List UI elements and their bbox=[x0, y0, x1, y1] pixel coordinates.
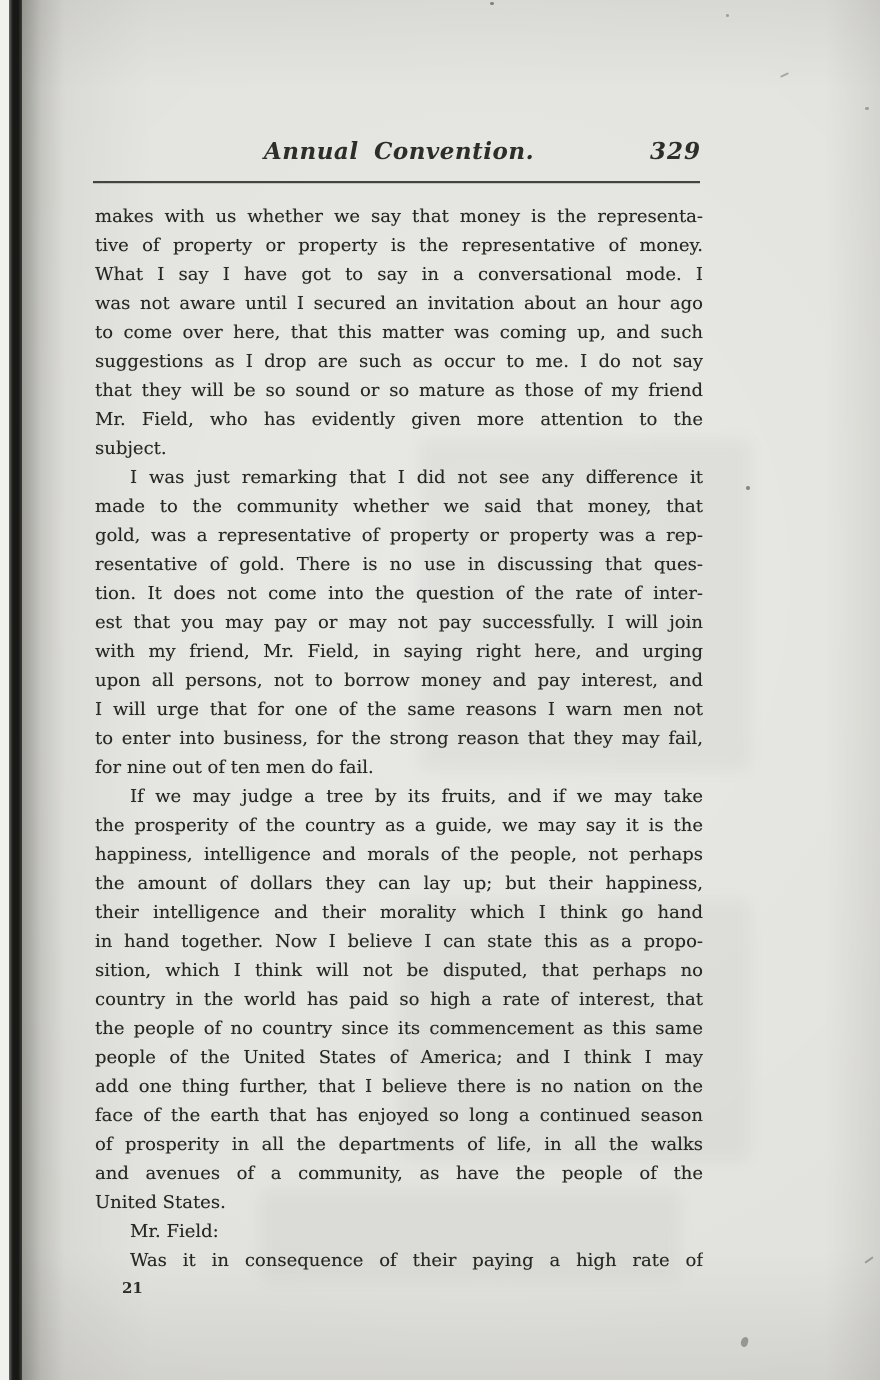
text-line: sition, which I think will not be disputed, that perhaps no bbox=[95, 960, 703, 981]
text-line: to come over here, that this matter was coming up, and such bbox=[95, 322, 703, 343]
text-line: with my friend, Mr. Field, in saying right here, and urging bbox=[95, 641, 703, 662]
signature-number: 21 bbox=[122, 1279, 143, 1297]
text-line: made to the community whether we said that money, that bbox=[95, 496, 703, 517]
text-line: United States. bbox=[95, 1192, 226, 1213]
text-line: subject. bbox=[95, 438, 167, 459]
ink-speck bbox=[490, 2, 494, 5]
text-line: people of the United States of America; and I think I may bbox=[95, 1047, 703, 1068]
text-line: If we may judge a tree by its fruits, and if we may take bbox=[130, 786, 703, 807]
text-line: tive of property or property is the representative of money. bbox=[95, 235, 703, 256]
text-line: the prosperity of the country as a guide, we may say it is the bbox=[95, 815, 703, 836]
text-line: for nine out of ten men do fail. bbox=[95, 757, 374, 778]
text-line: happiness, intelligence and morals of the people, not perhaps bbox=[95, 844, 703, 865]
page-body bbox=[95, 202, 703, 1275]
text-line: add one thing further, that I believe there is no nation on the bbox=[95, 1076, 703, 1097]
header-rule bbox=[93, 181, 700, 183]
text-line: in hand together. Now I believe I can state this as a propo- bbox=[95, 931, 703, 952]
text-line: makes with us whether we say that money is the representa- bbox=[95, 206, 703, 227]
text-line: the amount of dollars they can lay up; but their happiness, bbox=[95, 873, 703, 894]
text-line: and avenues of a community, as have the people of the bbox=[95, 1163, 703, 1184]
text-line: What I say I have got to say in a conversational mode. I bbox=[95, 264, 703, 285]
text-line: Was it in consequence of their paying a high rate of bbox=[130, 1250, 703, 1271]
gutter-shadow bbox=[22, 0, 64, 1380]
text-line: I was just remarking that I did not see any difference it bbox=[130, 467, 703, 488]
text-line: that they will be so sound or so mature as those of my friend bbox=[95, 380, 703, 401]
scan-margin-strip bbox=[0, 0, 9, 1380]
text-line: of prosperity in all the departments of life, in all the walks bbox=[95, 1134, 703, 1155]
ink-speck bbox=[865, 107, 869, 110]
text-line: est that you may pay or may not pay successfully. I will join bbox=[95, 612, 703, 633]
text-line: to enter into business, for the strong reason that they may fail, bbox=[95, 728, 703, 749]
ink-speck bbox=[726, 14, 729, 17]
text-line: Mr. Field, who has evidently given more attention to the bbox=[95, 409, 703, 430]
text-line: gold, was a representative of property or property was a rep- bbox=[95, 525, 703, 546]
ink-speck bbox=[746, 486, 750, 490]
text-line: the people of no country since its commencement as this same bbox=[95, 1018, 703, 1039]
text-line: Mr. Field: bbox=[130, 1221, 219, 1242]
page-number: 329 bbox=[649, 138, 701, 165]
text-line: face of the earth that has enjoyed so long a continued season bbox=[95, 1105, 703, 1126]
text-line: tion. It does not come into the question of the rate of inter- bbox=[95, 583, 703, 604]
text-line: country in the world has paid so high a rate of interest, that bbox=[95, 989, 703, 1010]
text-line: suggestions as I drop are such as occur to me. I do not say bbox=[95, 351, 703, 372]
book-binding-edge bbox=[9, 0, 22, 1380]
running-head bbox=[95, 138, 703, 170]
page-title: Annual Convention. bbox=[263, 138, 535, 165]
text-line: upon all persons, not to borrow money and pay interest, and bbox=[95, 670, 703, 691]
text-line: resentative of gold. There is no use in discussing that ques- bbox=[95, 554, 703, 575]
text-line: I will urge that for one of the same reasons I warn men not bbox=[95, 699, 703, 720]
text-line: their intelligence and their morality which I think go hand bbox=[95, 902, 703, 923]
text-line: was not aware until I secured an invitation about an hour ago bbox=[95, 293, 703, 314]
